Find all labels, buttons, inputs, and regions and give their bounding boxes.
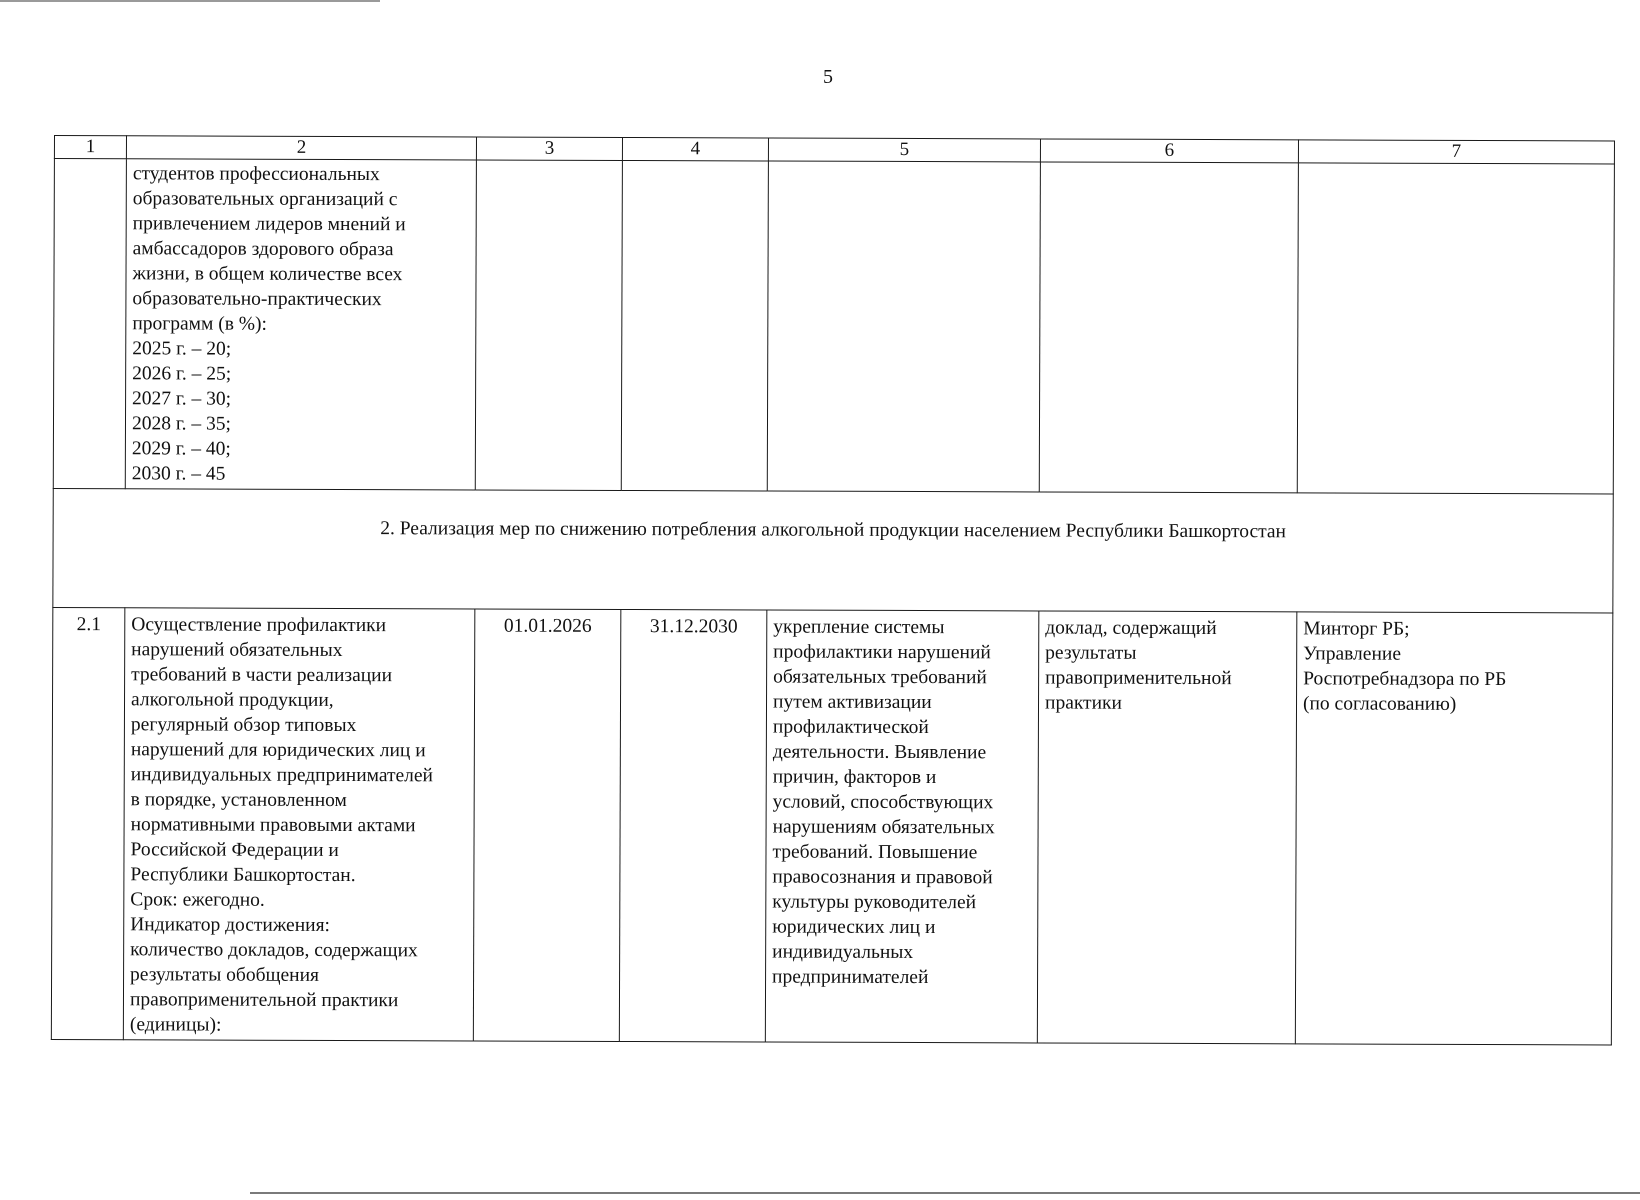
text-line: амбассадоров здорового образа <box>132 238 394 261</box>
text-line: Управление <box>1303 643 1402 665</box>
text-line: причин, факторов и <box>772 766 937 789</box>
text-line: программ (в %): <box>132 313 268 335</box>
text-line: 2029 г. – 40; <box>131 438 231 460</box>
continuation-result-cell <box>767 161 1040 492</box>
column-number-5: 5 <box>768 138 1040 162</box>
continuation-description-cell <box>125 159 476 490</box>
scan-top-edge <box>0 0 380 2</box>
text-line: путем активизации <box>772 691 932 714</box>
text-line: Роспотребнадзора по РБ <box>1303 668 1507 691</box>
text-line: Срок: ежегодно. <box>130 889 265 911</box>
text-line: 2025 г. – 20; <box>132 338 232 360</box>
text-line: привлечением лидеров мнений и <box>132 213 406 236</box>
text-line: культуры руководителей <box>772 891 977 914</box>
section-heading-row <box>53 488 1613 612</box>
text-line: жизни, в общем количестве всех <box>132 263 403 286</box>
text-line: нарушений для юридических лиц и <box>130 739 426 762</box>
page-number: 5 <box>823 66 833 88</box>
measures-table <box>51 135 1615 1045</box>
text-line: студентов профессиональных <box>132 163 380 186</box>
responsible-cell <box>1295 612 1613 1045</box>
continuation-responsible-cell <box>1297 163 1614 494</box>
text-line: требований в части реализации <box>131 664 393 687</box>
text-line: алкогольной продукции, <box>130 689 334 711</box>
text-line: Республики Башкортостан. <box>130 864 356 887</box>
text-line: укрепление системы <box>773 616 945 639</box>
text-line: предпринимателей <box>772 966 929 989</box>
text-line: юридических лиц и <box>772 916 936 939</box>
text-line: индивидуальных предпринимателей <box>130 764 434 787</box>
text-line: (единицы): <box>129 1014 222 1036</box>
text-line: регулярный обзор типовых <box>130 714 357 737</box>
text-line: доклад, содержащий <box>1045 617 1217 640</box>
text-line: нарушениям обязательных <box>772 816 995 839</box>
document-cell <box>1037 611 1297 1044</box>
column-number-2: 2 <box>126 136 476 160</box>
text-line: нормативными правовыми актами <box>130 814 416 837</box>
text-line: нарушений обязательных <box>131 639 343 662</box>
text-line: количество докладов, содержащих <box>130 939 418 962</box>
text-line: правосознания и правовой <box>772 866 993 889</box>
text-line: требований. Повышение <box>772 841 978 864</box>
column-number-1: 1 <box>54 136 126 159</box>
continuation-number-cell <box>53 159 126 489</box>
continuation-row <box>53 159 1614 494</box>
text-line: правоприменительной <box>1045 667 1232 690</box>
scan-bottom-edge <box>250 1192 1640 1194</box>
text-line: деятельности. Выявление <box>772 741 987 764</box>
text-line: условий, способствующих <box>772 791 994 814</box>
continuation-end-cell <box>621 160 768 491</box>
text-line: 2028 г. – 35; <box>131 413 231 435</box>
text-line: 2027 г. – 30; <box>132 388 232 410</box>
continuation-start-cell <box>475 160 622 491</box>
text-line: образовательно-практических <box>132 288 382 311</box>
result-cell <box>765 610 1039 1043</box>
column-number-3: 3 <box>476 137 622 161</box>
text-line: результаты <box>1045 642 1137 664</box>
end-date-cell: 31.12.2030 <box>619 609 767 1042</box>
text-line: Осуществление профилактики <box>131 614 387 637</box>
table-row-2-1 <box>51 607 1612 1044</box>
text-line: обязательных требований <box>773 666 987 689</box>
column-number-4: 4 <box>622 137 768 161</box>
row-description-cell <box>123 608 475 1041</box>
text-line: результаты обобщения <box>130 964 320 986</box>
text-line: профилактики нарушений <box>773 641 991 664</box>
text-line: правоприменительной практики <box>129 989 399 1012</box>
text-line: Минторг РБ; <box>1303 618 1410 640</box>
text-line: образовательных организаций с <box>132 188 398 211</box>
row-number-cell: 2.1 <box>51 607 125 1039</box>
text-line: 2026 г. – 25; <box>132 363 232 385</box>
column-number-7: 7 <box>1298 140 1614 164</box>
text-line: Российской Федерации и <box>130 839 339 861</box>
text-line: в порядке, установленном <box>130 789 347 812</box>
section-heading: 2. Реализация мер по снижению потребления алкогольной продукции населением Республики Башкортостан <box>53 488 1613 612</box>
text-line: Индикатор достижения: <box>130 914 331 936</box>
text-line: 2030 г. – 45 <box>131 463 226 485</box>
start-date-cell: 01.01.2026 <box>473 609 621 1042</box>
text-line: (по согласованию) <box>1302 693 1457 715</box>
text-line: профилактической <box>772 716 929 739</box>
column-number-6: 6 <box>1040 139 1298 163</box>
continuation-document-cell <box>1039 162 1298 493</box>
text-line: практики <box>1044 692 1122 714</box>
text-line: индивидуальных <box>772 941 914 964</box>
